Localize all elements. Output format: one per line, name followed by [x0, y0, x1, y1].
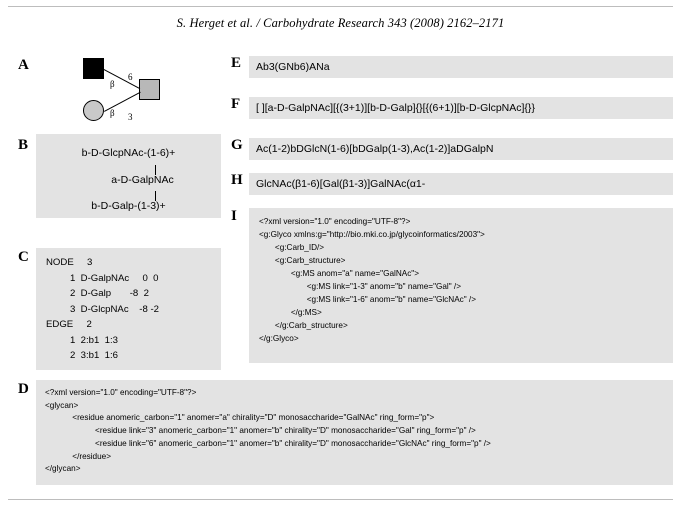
panel-d-line-0: <?xml version="1.0" encoding="UTF-8"?> [45, 388, 197, 397]
panel-f-box [249, 97, 673, 119]
panel-label-b: B [18, 137, 29, 153]
panel-b-line1: b-D-GlcpNAc-(1-6)+ [81, 147, 176, 159]
panel-b-line3: b-D-Galp-(1-3)+ [91, 200, 166, 212]
panel-c-line-1: 1 D-GalpNAc 0 0 [46, 272, 159, 284]
panel-b-line2: a-D-GalpNAc [111, 174, 174, 186]
panel-c-line-0: NODE 3 [46, 257, 93, 268]
panel-b-box [36, 134, 221, 218]
panel-label-c: C [18, 249, 29, 265]
panel-i-line-4: <g:MS anom="a" name="GalNAc"> [259, 268, 419, 278]
panel-i-line-3: <g:Carb_structure> [259, 255, 346, 265]
panel-label-f: F [231, 96, 241, 112]
filled-square-icon [83, 58, 104, 79]
panel-label-d: D [18, 381, 29, 397]
panel-i-line-0: <?xml version="1.0" encoding="UTF-8"?> [259, 217, 411, 226]
grey-circle-icon [83, 100, 104, 121]
label-beta-upper: β [110, 79, 115, 89]
panel-g-box [249, 138, 673, 160]
grey-square-icon [139, 79, 160, 100]
panel-i-line-1: <g:Glyco xmlns:g="http://bio.mki.co.jp/glycoinformatics/2003"> [259, 229, 485, 239]
panel-label-h: H [231, 172, 243, 188]
panel-e-text: Ab3(GNb6)ANa [256, 61, 330, 73]
panel-label-i: I [231, 208, 237, 224]
panel-i-line-5: <g:MS link="1-3" anom="b" name="Gal" /> [259, 281, 461, 291]
panel-d-line-3: <residue link="3" anomeric_carbon="1" anomer="b" chirality="D" monosaccharide="Gal" ring_form="p" /> [45, 426, 476, 436]
panel-i-line-9: </g:Glyco> [259, 333, 299, 343]
label-6: 6 [128, 72, 133, 82]
panel-d-line-6: </glycan> [45, 464, 81, 474]
panel-c-line-4: EDGE 2 [46, 319, 92, 331]
panel-d-box [36, 380, 673, 485]
label-beta-lower: β [110, 108, 115, 118]
panel-i-line-8: </g:Carb_structure> [259, 320, 348, 330]
panel-label-a: A [18, 57, 29, 73]
panel-c-line-3: 3 D-GlcpNAc -8 -2 [46, 303, 160, 315]
panel-i-line-2: <g:Carb_ID/> [259, 242, 325, 252]
panel-h-text: GlcNAc(β1-6)[Gal(β1-3)]GalNAc(α1- [256, 178, 426, 190]
panel-d-line-4: <residue link="6" anomeric_carbon="1" anomer="b" chirality="D" monosaccharide="GlcNAc" ring_form="p" /> [45, 438, 491, 448]
panel-label-e: E [231, 55, 242, 71]
panel-d-line-2: <residue anomeric_carbon="1" anomer="a" chirality="D" monosaccharide="GalNAc" ring_form="p"> [45, 413, 435, 423]
panel-c-box [36, 248, 221, 370]
panel-f-text: [ ][a-D-GalpNAc][{(3+1)][b-D-Galp]{}[{(6+1)][b-D-GlcpNAc]{}} [256, 102, 535, 114]
panel-e-box [249, 56, 673, 78]
bottom-divider [8, 499, 673, 500]
panel-g-text: Ac(1-2)bDGlcN(1-6)[bDGalp(1-3),Ac(1-2)]aDGalpN [256, 143, 494, 155]
top-divider [8, 6, 673, 7]
panel-d-line-5: </residue> [45, 451, 111, 461]
panel-i-line-6: <g:MS link="1-6" anom="b" name="GlcNAc" /> [259, 294, 476, 304]
panel-d-line-1: <glycan> [45, 400, 79, 410]
panel-c-line-5: 1 2:b1 1:3 [46, 334, 118, 346]
panel-i-line-7: </g:MS> [259, 307, 322, 317]
label-3: 3 [128, 112, 133, 122]
panel-i-box [249, 208, 673, 363]
panel-h-box [249, 173, 673, 195]
panel-c-line-6: 2 3:b1 1:6 [46, 350, 118, 362]
page-header-citation: S. Herget et al. / Carbohydrate Research 343 (2008) 2162–2171 [176, 16, 505, 30]
panel-label-g: G [231, 137, 243, 153]
panel-c-line-2: 2 D-Galp -8 2 [46, 288, 149, 300]
